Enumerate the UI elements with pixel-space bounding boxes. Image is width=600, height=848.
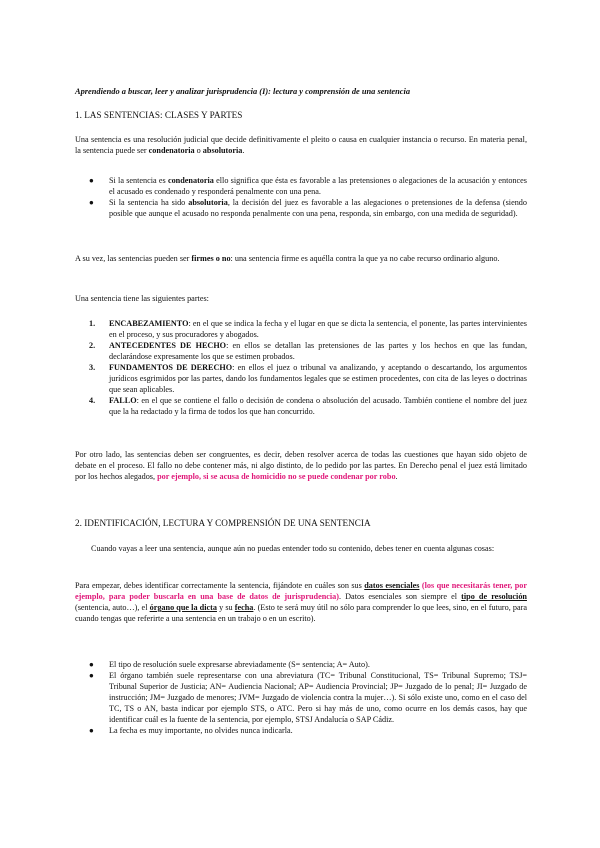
bold-term: absolutoria	[188, 198, 228, 207]
section-1-heading: 1. LAS SENTENCIAS: CLASES Y PARTES	[75, 110, 243, 120]
section-1-paragraph-3: Una sentencia tiene las siguientes partes:	[75, 294, 209, 303]
text-span: Para empezar, debes identificar correctamente la sentencia, fijándote en cuáles son sus	[75, 581, 365, 590]
text-span: : en el que se indica la fecha y el lugar en que se dicta la sentencia, el ponente, las partes intervinientes en el proceso, y sus procuradores y abogados.	[109, 319, 527, 339]
list-item	[75, 318, 527, 340]
text-span: (sentencia, auto…), el	[75, 603, 150, 612]
text-span: La fecha es muy importante, no olvides nunca indicarla.	[109, 726, 293, 735]
list-number: 2.	[89, 341, 96, 350]
bold-term: ANTECEDENTES DE HECHO	[109, 341, 227, 350]
list-item	[75, 395, 527, 417]
list-item	[75, 670, 527, 725]
section-2-paragraph-1: Cuando vayas a leer una sentencia, aunque aún no puedas entender todo su contenido, debes tener en cuenta algunas cosas:	[91, 544, 495, 553]
text-span: ello significa que ésta es favorable a las pretensiones o alegaciones de la acusación y entonces el acusado es condenado y responderá penalmente con una pena.	[109, 176, 527, 196]
bullet-icon: ●	[89, 198, 94, 207]
sentence-parts-list	[75, 318, 527, 417]
list-item	[75, 659, 527, 670]
document-title: Aprendiendo a buscar, leer y analizar jurisprudencia (I): lectura y comprensión de una sentencia	[75, 87, 411, 96]
identification-list	[75, 659, 527, 736]
text-span: : una sentencia firme es aquélla contra la que ya no cabe recurso ordinario alguno.	[230, 254, 500, 263]
bold-term: FALLO	[109, 396, 137, 405]
text-span: : en ellos se detallan las pretensiones de las partes y los hechos en que las fundan, declarándose expresamente los que se estimen probados.	[109, 341, 527, 361]
section-2-paragraph-2	[75, 580, 527, 624]
underlined-term: tipo de resolución	[461, 592, 527, 601]
highlighted-example: por ejemplo, si se acusa de homicidio no se puede condenar por robo	[157, 472, 396, 481]
text-span: Si la sentencia es	[109, 176, 168, 185]
underlined-term: órgano que la dicta	[149, 603, 217, 612]
section-1-paragraph-2	[75, 253, 527, 264]
list-item	[75, 175, 527, 197]
underlined-term: datos esenciales	[364, 581, 420, 590]
bold-term: FUNDAMENTOS DE DERECHO	[109, 363, 233, 372]
section-1-paragraph-1	[75, 134, 527, 156]
list-item	[75, 362, 527, 395]
text-span: , la decisión del juez es favorable a las alegaciones o pretensiones de la defensa (siendo posible que aunque el acusado no responda penalmente con una pena, responda, sin embargo, con una medida de seguridad).	[109, 198, 527, 218]
bold-term: condenatoria	[148, 146, 195, 155]
bold-term: ENCABEZAMIENTO	[109, 319, 189, 328]
list-number: 4.	[89, 396, 96, 405]
text-span: y su	[216, 603, 235, 612]
section-1-paragraph-4	[75, 449, 527, 482]
sentence-types-list	[75, 175, 527, 219]
bullet-icon: ●	[89, 176, 94, 185]
list-item	[75, 197, 527, 219]
text-span: Una sentencia es una resolución judicial que decide definitivamente el pleito o causa en cualquier instancia o recurso. En materia penal, la sentencia puede ser	[75, 135, 527, 155]
bold-term: firmes o no	[191, 254, 231, 263]
list-item	[75, 725, 527, 736]
text-span: Si la sentencia ha sido	[109, 198, 189, 207]
bullet-icon: ●	[89, 671, 94, 680]
text-span: o	[194, 146, 203, 155]
section-2-heading: 2. IDENTIFICACIÓN, LECTURA Y COMPRENSIÓN DE UNA SENTENCIA	[75, 518, 371, 528]
list-number: 3.	[89, 363, 96, 372]
text-span: : en ellos el juez o tribunal va analizando, y aceptando o descartando, los argumentos jurídicos esgrimidos por las partes, dando los fundamentos legales que se estimen procedentes, con cita de las leyes o doctrinas que sean aplicables.	[109, 363, 527, 394]
highlighted-example: (los que necesitarás tener, por ejemplo, para poder buscarla en una base de datos de jurisprudencia)	[75, 581, 527, 601]
text-span: . (Esto te será muy útil no sólo para comprender lo que lees, sino, en el futuro, para cuando tengas que referirte a una sentencia en un trabajo o en un escrito).	[75, 603, 528, 623]
list-number: 1.	[89, 319, 96, 328]
text-span: .	[395, 472, 398, 481]
text-span: .	[242, 146, 245, 155]
text-span: Por otro lado, las sentencias deben ser congruentes, es decir, deben resolver acerca de todas las cuestiones que hayan sido objeto de debate en el proceso. El fallo no debe contener más, ni algo distinto, de lo pedido por las partes. En Derecho penal el juez está limitado por los hechos alegados,	[75, 450, 527, 481]
bold-term: condenatoria	[167, 176, 214, 185]
bold-term: absolutoria	[202, 146, 243, 155]
text-span: . Datos esenciales son siempre el	[339, 592, 462, 601]
text-span: A su vez, las sentencias pueden ser	[75, 254, 192, 263]
bullet-icon: ●	[89, 726, 94, 735]
bullet-icon: ●	[89, 660, 94, 669]
text-span: El tipo de resolución suele expresarse abreviadamente (S= sentencia; A= Auto).	[109, 660, 370, 669]
underlined-term: fecha	[234, 603, 254, 612]
text-span: El órgano también suele representarse con una abreviatura (TC= Tribunal Constitucional, TS= Tribunal Supremo; TSJ= Tribunal Superior de Justicia; AN= Audiencia Nacional; AP= Audiencia Provincial; JP= Juzgado de lo penal; JI= Juzgado de instrucción; JM= Juzgado de menores; JVM= Juzgado de violencia contra la mujer…). Si sólo existe uno, como en el caso del TC, TS o AN, basta indicar por ejemplo STS, o ATC. Pero si hay más de uno, como ocurre en los demás casos, hay que identificar cuál es la fuente de la sentencia, por ejemplo, STSJ Andalucía o SAP Cádiz.	[109, 671, 527, 724]
list-item	[75, 340, 527, 362]
text-span: : en el que se contiene el fallo o decisión de condena o absolución del acusado. También contiene el nombre del juez que la ha redactado y la firma de todos los que han concurrido.	[109, 396, 527, 416]
